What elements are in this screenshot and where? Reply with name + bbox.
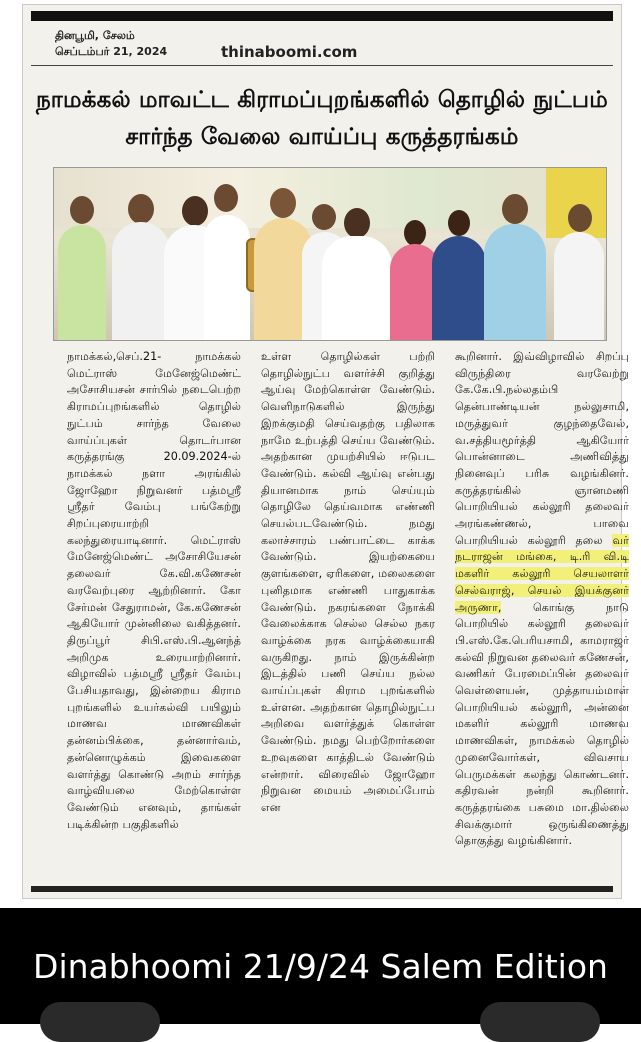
bottom-rule <box>31 886 613 892</box>
photo-person <box>554 200 604 340</box>
highlighted-text: வர் நடராஜன் மங்கை, டி.ரி வி.டி மகளிர் கல்லூரி செயலாளர் செல்வராஜ், செயல் இயக்குனர் அருணா, <box>455 533 629 614</box>
article-column-1 <box>67 349 241 833</box>
image-caption: Dinabhoomi 21/9/24 Salem Edition <box>33 947 608 986</box>
article-column-1-text: நாமக்கல்,செப்.21- நாமக்கல் மெட்ராஸ் மேனேஜ்மெண்ட் அசோசியசன் சார்பில் நடைபெற்ற கிராமப்புறங்களில் தொழில் நுட்பம் சார்ந்த வேலை வாய்ப்புகள் தொடர்பான கருத்தரங்கு 20.09.2024-ல் நாமக்கல் நளா அரங்கில் ஜோஹோ நிறுவனர் பத்மஸ்ரீ ஸ்ரீதர் வேம்பு பங்கேற்று சிறப்புரையாற்றி கலந்துரையாடினார். மெட்ராஸ் மேனேஜ்மெண்ட் அசோசியேசன் தலைவர் கே.வி.கணேசன் வரவேற்புரை ஆற்றினார். கோ சேர்மன் சேதுராமன், கே.கணேசன் ஆகியோர் முன்னிலை வகித்தனர். திருப்பூர் சிபி.எஸ்.பி.ஆனந்த் அறிமுக உரையாற்றினார். விழாவில் பத்மஸ்ரீ ஸ்ரீதர் வேம்பு பேசியதாவது, இன்றைய கிராம புறங்களில் உயர்கல்வி பயிலும் மாணவ மாணவிகள் தன்னம்பிக்கை, தன்னார்வம், தன்னொழுக்கம் இவைகளை வளர்த்து கொண்டு அறம் சார்ந்த வாழ்வியலை மேற்கொள்ள வேண்டும் எனவும், தாங்கள் படிக்கின்ற பகுதிகளில் <box>67 350 241 831</box>
website-name: thinaboomi.com <box>221 43 358 61</box>
article-column-2 <box>261 349 435 817</box>
photo-person <box>322 204 392 340</box>
article-column-3 <box>455 349 629 850</box>
photo-person <box>112 190 170 340</box>
newspaper-clipping <box>22 4 629 899</box>
article-column-3-text-b: கொங்கு நாடு பொறியில் கல்லூரி தலைவர் பி.எஸ்.கே.பெரியசாமி, காமராஜர் கல்வி நிறுவன தலைவர் கணேசன், வணிகர் பேரமைப்பின் தலைவர் வெள்ளையன், முத்தாயம்மாள் பொறியியல் கல்லூரி, அன்னை மகளிர் கல்லூரி மாணவ மாணவிகள், நாமக்கல் தொழில் முனைவோர்கள், விவசாய பெருமக்கள் கலந்து கொண்டனர். கதிரவன் நன்றி கூறினார். கருத்தரங்கை பசுமை மா.தில்லை சிவக்குமார் ஒருங்கிணைத்து தொகுத்து வழங்கினார். <box>455 600 629 848</box>
photo-person <box>58 190 106 340</box>
event-photo <box>53 167 607 341</box>
newspaper-name: தினபூமி, சேலம் <box>55 29 135 42</box>
photo-person <box>204 180 250 340</box>
headline-box <box>31 75 613 167</box>
publication-date: செப்டம்பர் 21, 2024 <box>55 45 168 58</box>
article-column-2-text: உள்ள தொழில்கள் பற்றி தொழில்நுட்ப வளர்ச்சி குறித்து ஆய்வு மேற்கொள்ள வேண்டும். வெளிநாடுகளில் இருந்து இறக்குமதி செய்வதற்கு பதிலாக நாமே உற்பத்தி செய்ய வேண்டும். அதற்கான முயற்சியில் ஈடுபட வேண்டும். கல்வி ஆய்வு என்பது தியானமாக நாம் செய்யும் தொழிலே தெய்வமாக எண்ணி செயல்படவேண்டும். நமது கலாச்சாரம் பண்பாட்டை காக்க வேண்டும். இயற்கையை குளங்களை, ஏரிகளை, மலைகளை புனிதமாக எண்ணி பாதுகாக்க வேண்டும். நகரங்களை நோக்கி வேலைக்காக செல்ல செல்ல நகர வாழ்க்கை நரக வாழ்க்கையாகி வருகிறது. நாம் இருக்கின்ற இடத்தில் பணி செய்ய நல்ல வாய்ப்புகள் கிராம புறங்களில் உள்ளன. அதற்கான தொழில்நுட்ப அறிவை வளர்த்துக் கொள்ள வேண்டும். நமது பெற்றோர்களை உறவுகளை காத்திடல் வேண்டும் என்றார். விரைவில் ஜோஹோ நிறுவன மையம் அமைப்போம் என <box>261 350 435 814</box>
bottom-control-right <box>480 1002 600 1042</box>
photo-person <box>432 206 486 340</box>
headline-line-1: நாமக்கல் மாவட்ட கிராமப்புறங்களில் தொழில் நுட்பம் <box>36 87 608 113</box>
article-body <box>67 349 629 889</box>
headline-line-2: சார்ந்த வேலை வாய்ப்பு கருத்தரங்கம் <box>125 124 519 150</box>
masthead <box>31 23 613 66</box>
bottom-control-left <box>40 1002 160 1042</box>
headline <box>31 75 613 156</box>
top-rule <box>31 11 613 21</box>
article-column-3-text-a: கூறினார். இவ்விழாவில் சிறப்பு விருந்திரை வரவேற்று கே.கே.பி.நல்லதம்பி தென்பாண்டியன் நல்லுசாமி, மருத்துவர் குழந்தைவேல், வ.சத்தியமூர்த்தி ஆகியோர் பொன்னாடை அணிவித்து நினைவுப் பரிசு வழங்கினர். கருத்தரங்கில் ஞானமணி பொறியியல் கல்லூரி தலைவர் அரங்கண்ணல், பாவை பொறியியல் கல்லூரி தலை <box>455 350 629 547</box>
photo-person <box>484 190 546 340</box>
article-column-3-text <box>455 349 629 850</box>
